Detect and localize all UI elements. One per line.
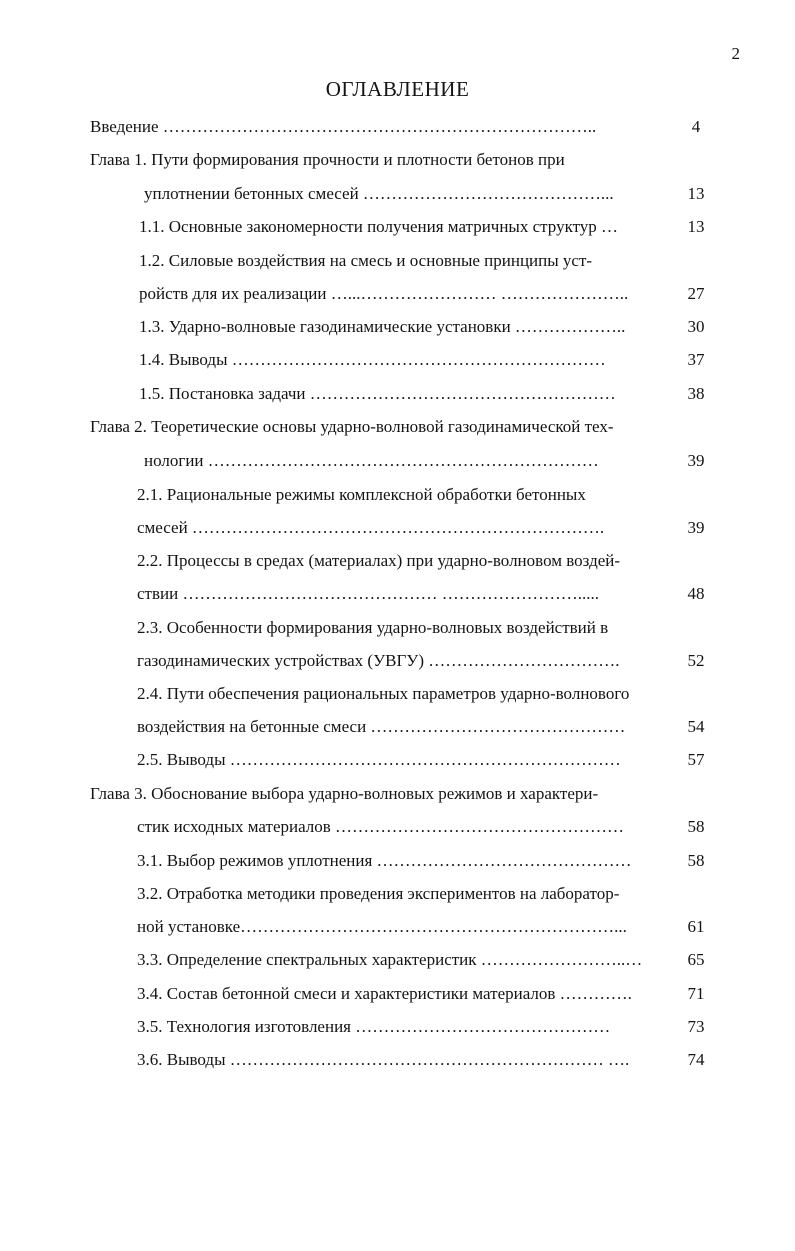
toc-page-1-1: 13 bbox=[687, 217, 705, 236]
toc-entry-3-2-cont: ной установке…………………………………………………………... bbox=[137, 917, 627, 936]
toc-entry-3-3: 3.3. Определение спектральных характеристик ……………………..… bbox=[137, 950, 643, 969]
toc-entry-3-2: 3.2. Отработка методики проведения экспериментов на лаборатор- bbox=[137, 884, 620, 903]
toc-entry-2-5: 2.5. Выводы …………………………………………………………… bbox=[137, 750, 621, 769]
toc-entry-2-3: 2.3. Особенности формирования ударно-волновых воздействий в bbox=[137, 618, 609, 637]
toc-page-2-1: 39 bbox=[687, 518, 705, 537]
toc-entry-2-1: 2.1. Рациональные режимы комплексной обработки бетонных bbox=[137, 485, 586, 504]
toc-page-1-5: 38 bbox=[687, 384, 705, 403]
toc-page-3-3: 65 bbox=[687, 950, 705, 969]
toc-entry-chapter-2-cont: нологии …………………………………………………………… bbox=[144, 451, 599, 470]
toc-page-2-5: 57 bbox=[687, 750, 705, 769]
toc-entry-1-5: 1.5. Постановка задачи ……………………………………………… bbox=[139, 384, 616, 403]
toc-page-1-3: 30 bbox=[687, 317, 705, 336]
toc-page-3-2: 61 bbox=[687, 917, 705, 936]
toc-entry-chapter-3-cont: стик исходных материалов …………………………………………… bbox=[137, 817, 625, 836]
toc-page-chapter-3: 58 bbox=[687, 817, 705, 836]
toc-entry-1-4: 1.4. Выводы ………………………………………………………… bbox=[139, 350, 606, 369]
toc-entry-chapter-1: Глава 1. Пути формирования прочности и плотности бетонов при bbox=[90, 150, 565, 169]
toc-entry-2-1-cont: смесей ………………………………………………………………. bbox=[137, 518, 605, 537]
toc-page-chapter-1: 13 bbox=[687, 184, 705, 203]
toc-page-2-4: 54 bbox=[687, 717, 705, 736]
toc-entry-3-4: 3.4. Состав бетонной смеси и характеристики материалов …………. bbox=[137, 984, 632, 1003]
toc-page-3-5: 73 bbox=[687, 1017, 705, 1036]
toc-entry-intro: Введение ………………………………………………………………….. bbox=[90, 117, 597, 136]
toc-entry-3-5: 3.5. Технология изготовления ……………………………………… bbox=[137, 1017, 611, 1036]
toc-entry-1-2-cont: ройств для их реализации …...…………………… ………………….. bbox=[139, 284, 629, 303]
toc-entry-1-2: 1.2. Силовые воздействия на смесь и основные принципы уст- bbox=[139, 251, 593, 270]
toc-page-1-2: 27 bbox=[687, 284, 705, 303]
toc-title: ОГЛАВЛЕНИЕ bbox=[325, 77, 470, 101]
toc-entry-2-2: 2.2. Процессы в средах (материалах) при ударно-волновом воздей- bbox=[137, 551, 621, 570]
toc-page-1-4: 37 bbox=[687, 350, 705, 369]
toc-page-2-3: 52 bbox=[687, 651, 705, 670]
toc-entry-chapter-2: Глава 2. Теоретические основы ударно-волновой газодинамической тех- bbox=[90, 417, 614, 436]
toc-entry-3-6: 3.6. Выводы ………………………………………………………… …. bbox=[137, 1050, 630, 1069]
toc-page-3-4: 71 bbox=[687, 984, 705, 1003]
toc-entry-chapter-3: Глава 3. Обоснование выбора ударно-волновых режимов и характери- bbox=[90, 784, 599, 803]
toc-page-chapter-2: 39 bbox=[687, 451, 705, 470]
toc-entry-2-4: 2.4. Пути обеспечения рациональных параметров ударно-волнового bbox=[137, 684, 630, 703]
toc-page-3-6: 74 bbox=[687, 1050, 705, 1069]
toc-page-2-2: 48 bbox=[687, 584, 705, 603]
toc-entry-chapter-1-cont: уплотнении бетонных смесей ……………………………………... bbox=[144, 184, 614, 203]
toc-page-intro: 4 bbox=[691, 117, 701, 136]
toc-entry-1-1: 1.1. Основные закономерности получения матричных структур … bbox=[139, 217, 619, 236]
toc-entry-2-4-cont: воздействия на бетонные смеси ……………………………………… bbox=[137, 717, 626, 736]
page-number: 2 bbox=[731, 44, 740, 63]
toc-entry-1-3: 1.3. Ударно-волновые газодинамические установки ……………….. bbox=[139, 317, 626, 336]
toc-entry-3-1: 3.1. Выбор режимов уплотнения ……………………………………… bbox=[137, 851, 632, 870]
toc-page-3-1: 58 bbox=[687, 851, 705, 870]
toc-entry-2-2-cont: ствии ……………………………………… ……………………..... bbox=[137, 584, 599, 603]
toc-entry-2-3-cont: газодинамических устройствах (УВГУ) ……………………………. bbox=[137, 651, 620, 670]
